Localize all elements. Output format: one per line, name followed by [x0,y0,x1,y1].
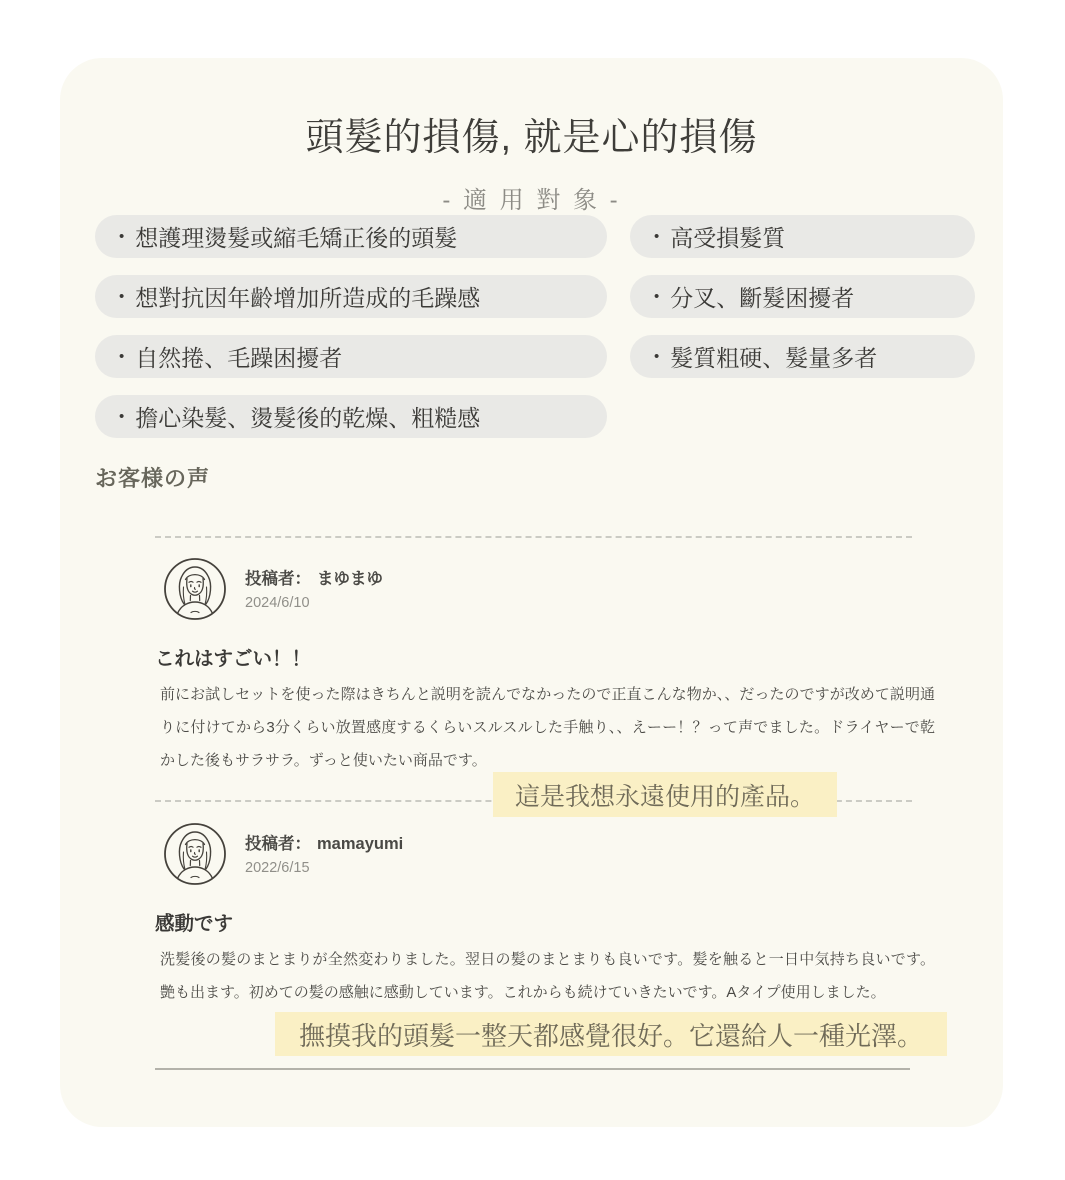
poster-name: まゆまゆ [317,570,383,588]
dashed-divider [155,536,912,538]
solid-divider [155,1068,910,1070]
bullet-icon: • [119,228,125,245]
audience-pill [95,335,607,378]
review-title: 感動です [155,913,234,935]
content-card [60,58,1003,1127]
review-body: 洗髪後の髪のまとまりが全然変わりました。翌日の髪のまとまりも良いです。髪を触ると一日中気持ち良いです。艶も出ます。初めての髪の感触に感動しています。これからも続けていきたいです。Aタイプ使用しました。 [160,951,935,1001]
page-title: 頭髮的損傷, 就是心的損傷 [305,117,758,159]
review-poster [245,830,403,854]
audience-pill [95,275,607,318]
audience-pill [95,215,607,258]
audience-pill [630,275,975,318]
audience-pill [630,335,975,378]
bullet-icon: • [119,408,125,425]
review-body: 前にお試しセットを使った際はきちんと説明を読んでなかったので正直こんな物か、、だったのですが改めて説明通りに付けてから3分くらい放置感度するくらいスルスルした手触り、、えーー！？って声でました。ドライヤーで乾かした後もサラサラ。ずっと使いたい商品です。 [160,686,935,769]
audience-pill-label: 想護理燙髮或縮毛矯正後的頭髮 [135,225,458,251]
audience-pill-label: 想對抗因年齡增加所造成的毛躁感 [135,285,481,311]
review-highlight-translation: 這是我想永遠使用的產品。 [493,772,837,817]
bullet-icon: • [654,228,660,245]
review-date: 2022/6/15 [245,860,310,876]
bullet-icon: • [119,288,125,305]
poster-name: mamayumi [317,835,404,853]
audience-column-left [95,215,607,455]
review-poster [245,565,383,589]
woman-avatar-icon [163,822,227,886]
review-meta [245,565,383,611]
audience-pill-label: 自然捲、毛躁困擾者 [135,345,343,371]
bullet-icon: • [654,348,660,365]
review-highlight-translation: 撫摸我的頭髮一整天都感覺很好。它還給人一種光澤。 [275,1012,947,1056]
poster-label: 投稿者： [245,570,311,588]
audience-pill-label: 擔心染髮、燙髮後的乾燥、粗糙感 [135,405,481,431]
review-title: これはすごい！！ [155,648,312,670]
audience-column-right [630,215,975,395]
bullet-icon: • [119,348,125,365]
page-subtitle: - 適 用 對 象 - [442,187,621,214]
review-meta [245,830,403,876]
audience-pill-label: 高受損髮質 [670,225,786,251]
poster-label: 投稿者： [245,835,311,853]
customer-voices-heading: お客様の声 [95,466,211,491]
audience-pill [95,395,607,438]
bullet-icon: • [654,288,660,305]
woman-avatar-icon [163,557,227,621]
audience-pill-label: 髮質粗硬、髮量多者 [670,345,878,371]
audience-pill [630,215,975,258]
review-date: 2024/6/10 [245,595,310,611]
audience-pill-label: 分叉、斷髮困擾者 [670,285,855,311]
